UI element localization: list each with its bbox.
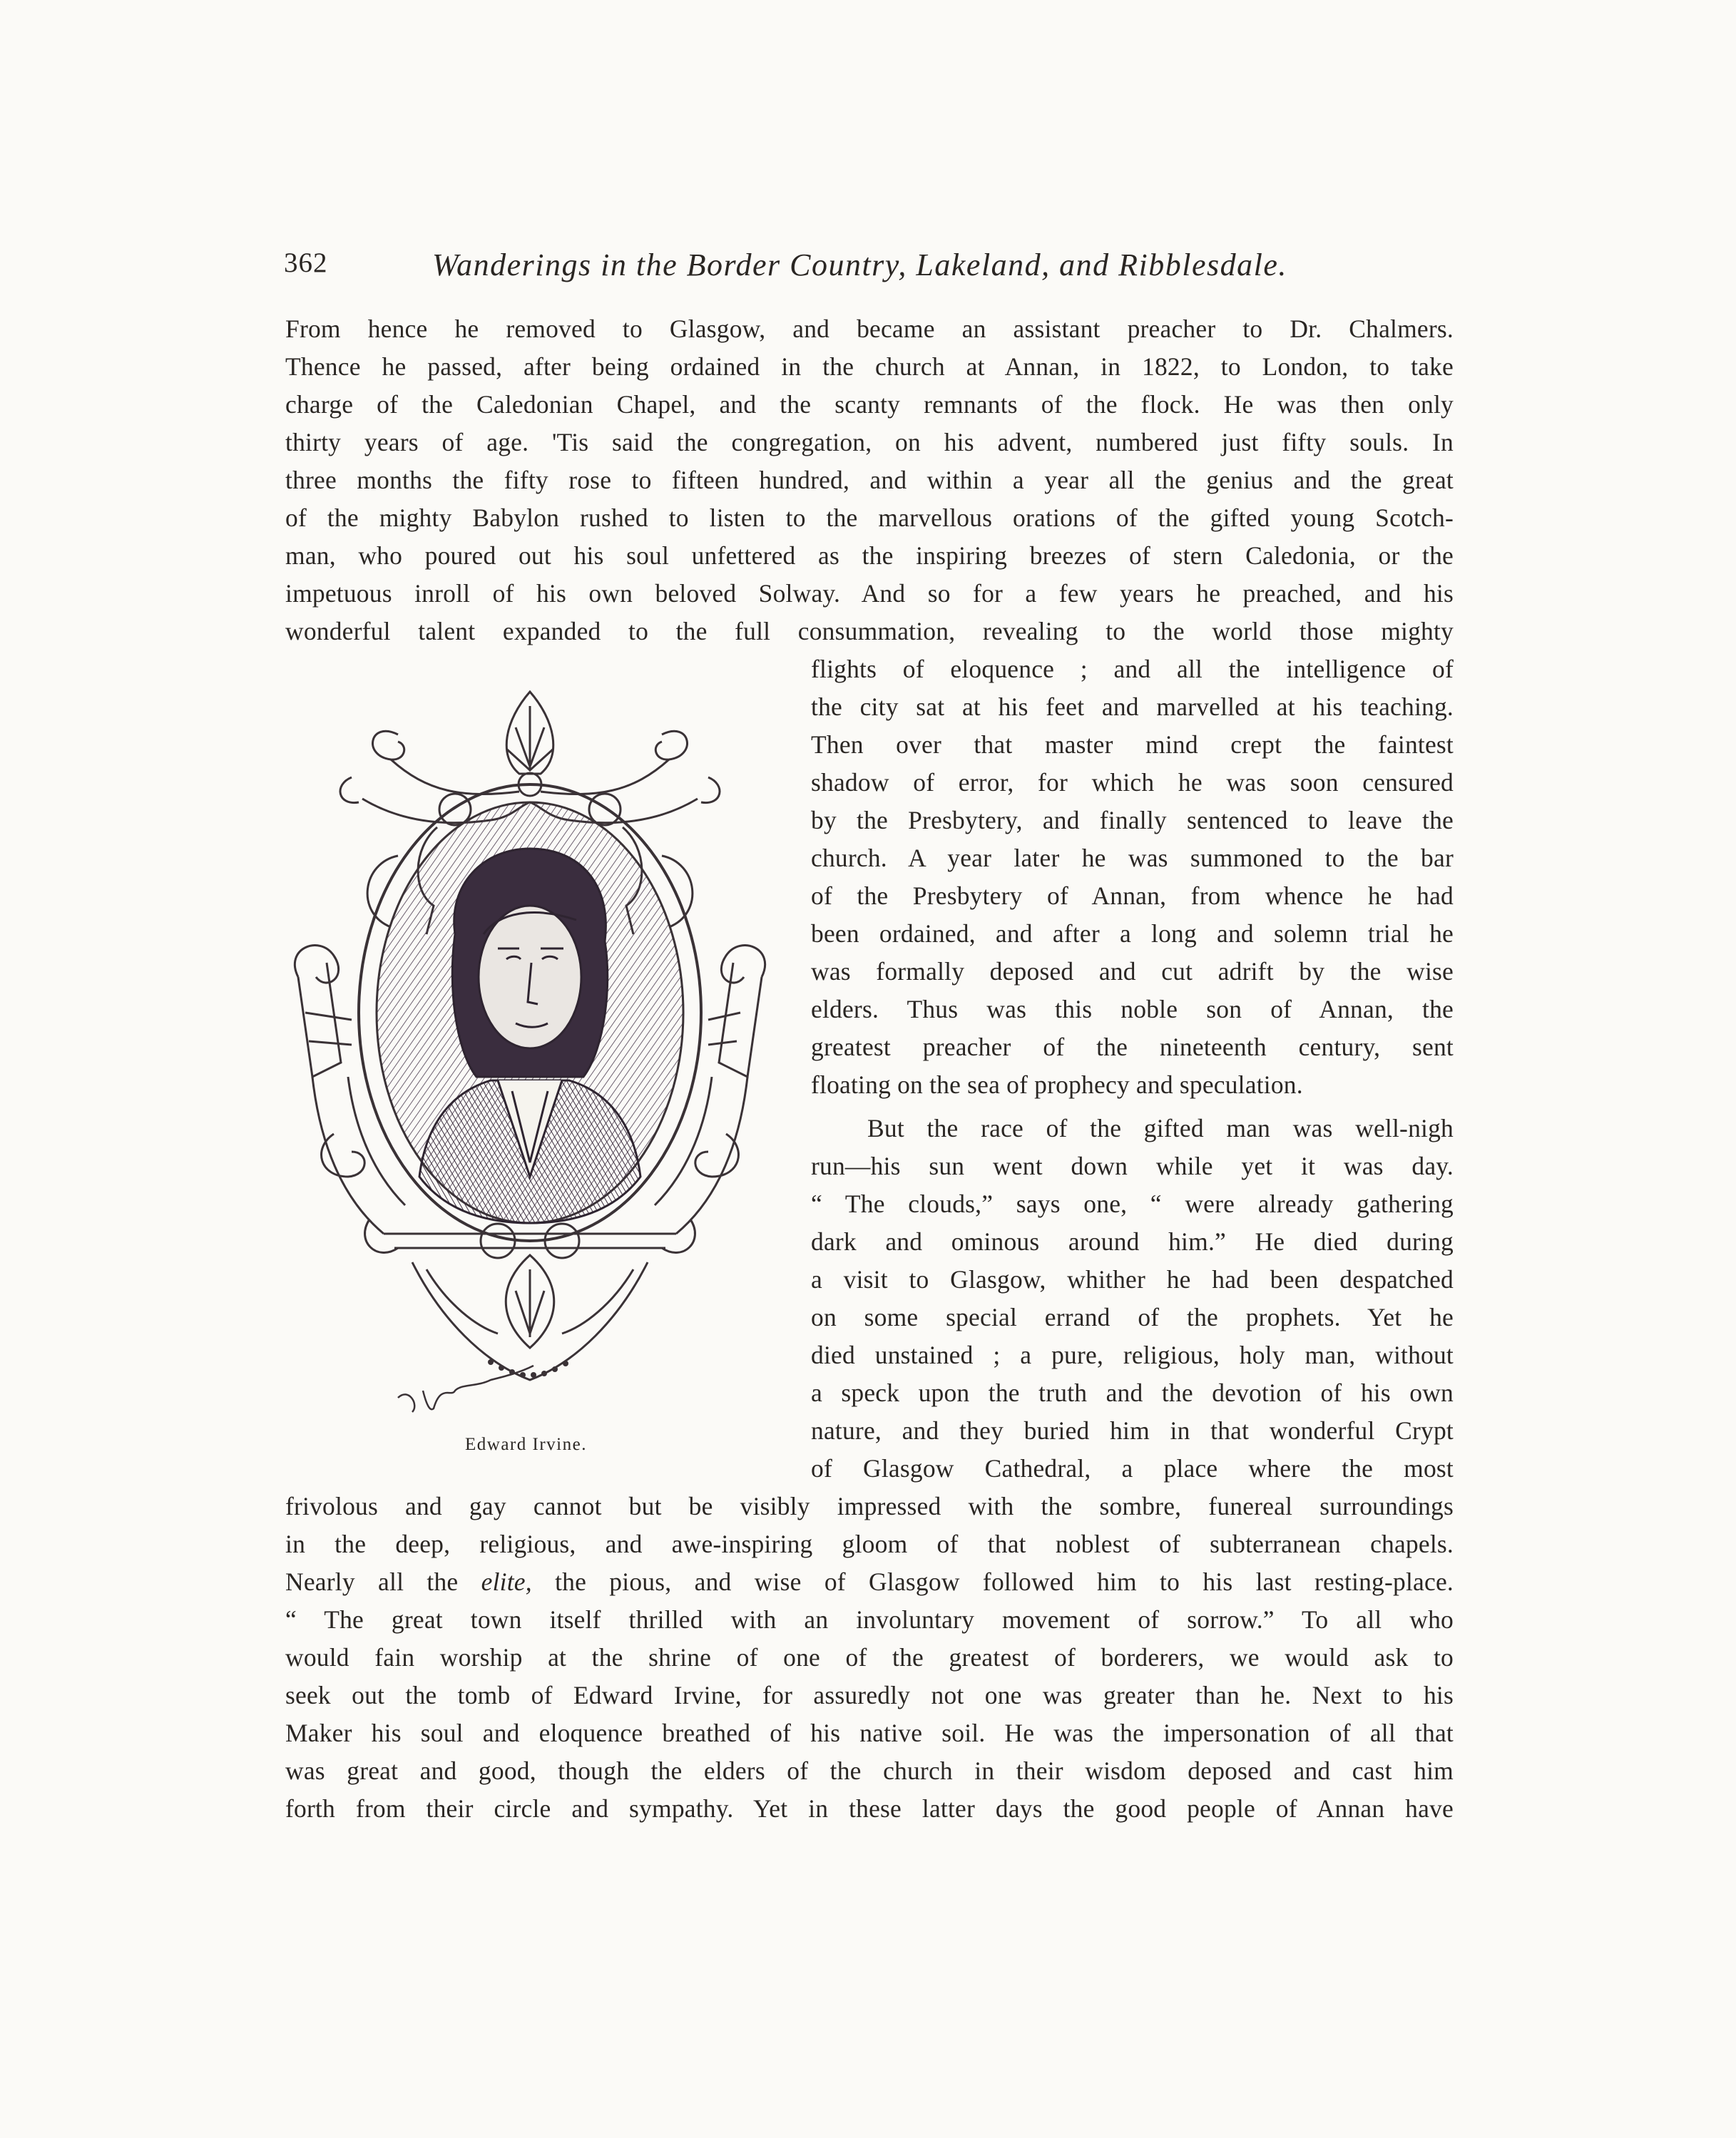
text-line: seek out the tomb of Edward Irvine, for assuredly not one was greater than he. Next to his <box>285 1681 1454 1709</box>
text-line: dark and ominous around him.” He died during <box>811 1227 1454 1256</box>
running-title: Wanderings in the Border Country, Lakeland, and Ribblesdale. <box>432 247 1287 282</box>
text-line: wonderful talent expanded to the full consummation, revealing to the world those mighty <box>285 617 1454 645</box>
italic-word: elite, <box>481 1567 532 1596</box>
text-line: by the Presbytery, and finally sentenced to leave the <box>811 806 1454 834</box>
text-line: “ The clouds,” says one, “ were already gathering <box>811 1190 1454 1218</box>
text-line: flights of eloquence ; and all the intelligence of <box>811 655 1454 683</box>
text-line: the city sat at his feet and marvelled at his teaching. <box>811 692 1454 721</box>
text-line: But the race of the gifted man was well-nigh <box>867 1114 1454 1142</box>
text-line: man, who poured out his soul unfettered as the inspiring breezes of stern Caledonia, or the <box>285 541 1454 570</box>
text-line: forth from their circle and sympathy. Yet in these latter days the good people of Annan have <box>285 1794 1454 1823</box>
text-line: was formally deposed and cut adrift by the wise <box>811 957 1454 986</box>
text-line: shadow of error, for which he was soon censured <box>811 768 1454 797</box>
text-line: greatest preacher of the nineteenth century, sent <box>811 1033 1454 1061</box>
text-line: Thence he passed, after being ordained in the church at Annan, in 1822, to London, to take <box>285 352 1454 381</box>
text-line: of the Presbytery of Annan, from whence he had <box>811 881 1454 910</box>
text-line: was great and good, though the elders of the church in their wisdom deposed and cast him <box>285 1756 1454 1785</box>
illustration-caption: Edward Irvine. <box>465 1435 587 1454</box>
text-line: Maker his soul and eloquence breathed of his native soil. He was the impersonation of all that <box>285 1719 1454 1747</box>
text-line: “ The great town itself thrilled with an involuntary movement of sorrow.” To all who <box>285 1605 1454 1634</box>
text-line: thirty years of age. 'Tis said the congregation, on his advent, numbered just fifty souls. In <box>285 428 1454 456</box>
text-line: died unstained ; a pure, religious, holy man, without <box>811 1341 1454 1369</box>
text-line: would fain worship at the shrine of one of the greatest of borderers, we would ask to <box>285 1643 1454 1672</box>
text-line: charge of the Caledonian Chapel, and the scanty remnants of the flock. He was then only <box>285 390 1454 419</box>
text-line <box>285 1564 1454 1600</box>
text-line: elders. Thus was this noble son of Annan, the <box>811 995 1454 1023</box>
text-fragment: Nearly all the <box>285 1567 459 1596</box>
text-line: frivolous and gay cannot but be visibly impressed with the sombre, funereal surroundings <box>285 1492 1454 1520</box>
text-line: three months the fifty rose to fifteen hundred, and within a year all the genius and the great <box>285 466 1454 494</box>
text-line: nature, and they buried him in that wonderful Crypt <box>811 1416 1454 1445</box>
text-line: run—his sun went down while yet it was day. <box>811 1152 1454 1180</box>
text-line: impetuous inroll of his own beloved Solway. And so for a few years he preached, and his <box>285 579 1454 608</box>
text-line: of Glasgow Cathedral, a place where the most <box>811 1454 1454 1483</box>
page-header <box>284 247 1454 290</box>
text-line: on some special errand of the prophets. Yet he <box>811 1303 1454 1331</box>
text-line: church. A year later he was summoned to the bar <box>811 844 1454 872</box>
text-line: Then over that master mind crept the faintest <box>811 730 1454 759</box>
portrait-engraving <box>284 677 776 1426</box>
text-line: of the mighty Babylon rushed to listen to the marvellous orations of the gifted young Scotch- <box>285 503 1454 532</box>
text-line: in the deep, religious, and awe-inspiring gloom of that noblest of subterranean chapels. <box>285 1530 1454 1558</box>
text-line: a visit to Glasgow, whither he had been despatched <box>811 1265 1454 1294</box>
text-line: a speck upon the truth and the devotion of his own <box>811 1379 1454 1407</box>
text-line: floating on the sea of prophecy and speculation. <box>811 1070 1303 1099</box>
text-fragment: the pious, and wise of Glasgow followed him to his last resting-place. <box>555 1567 1454 1596</box>
text-line: been ordained, and after a long and solemn trial he <box>811 919 1454 948</box>
page-number: 362 <box>284 247 328 278</box>
text-line: From hence he removed to Glasgow, and became an assistant preacher to Dr. Chalmers. <box>285 314 1454 343</box>
